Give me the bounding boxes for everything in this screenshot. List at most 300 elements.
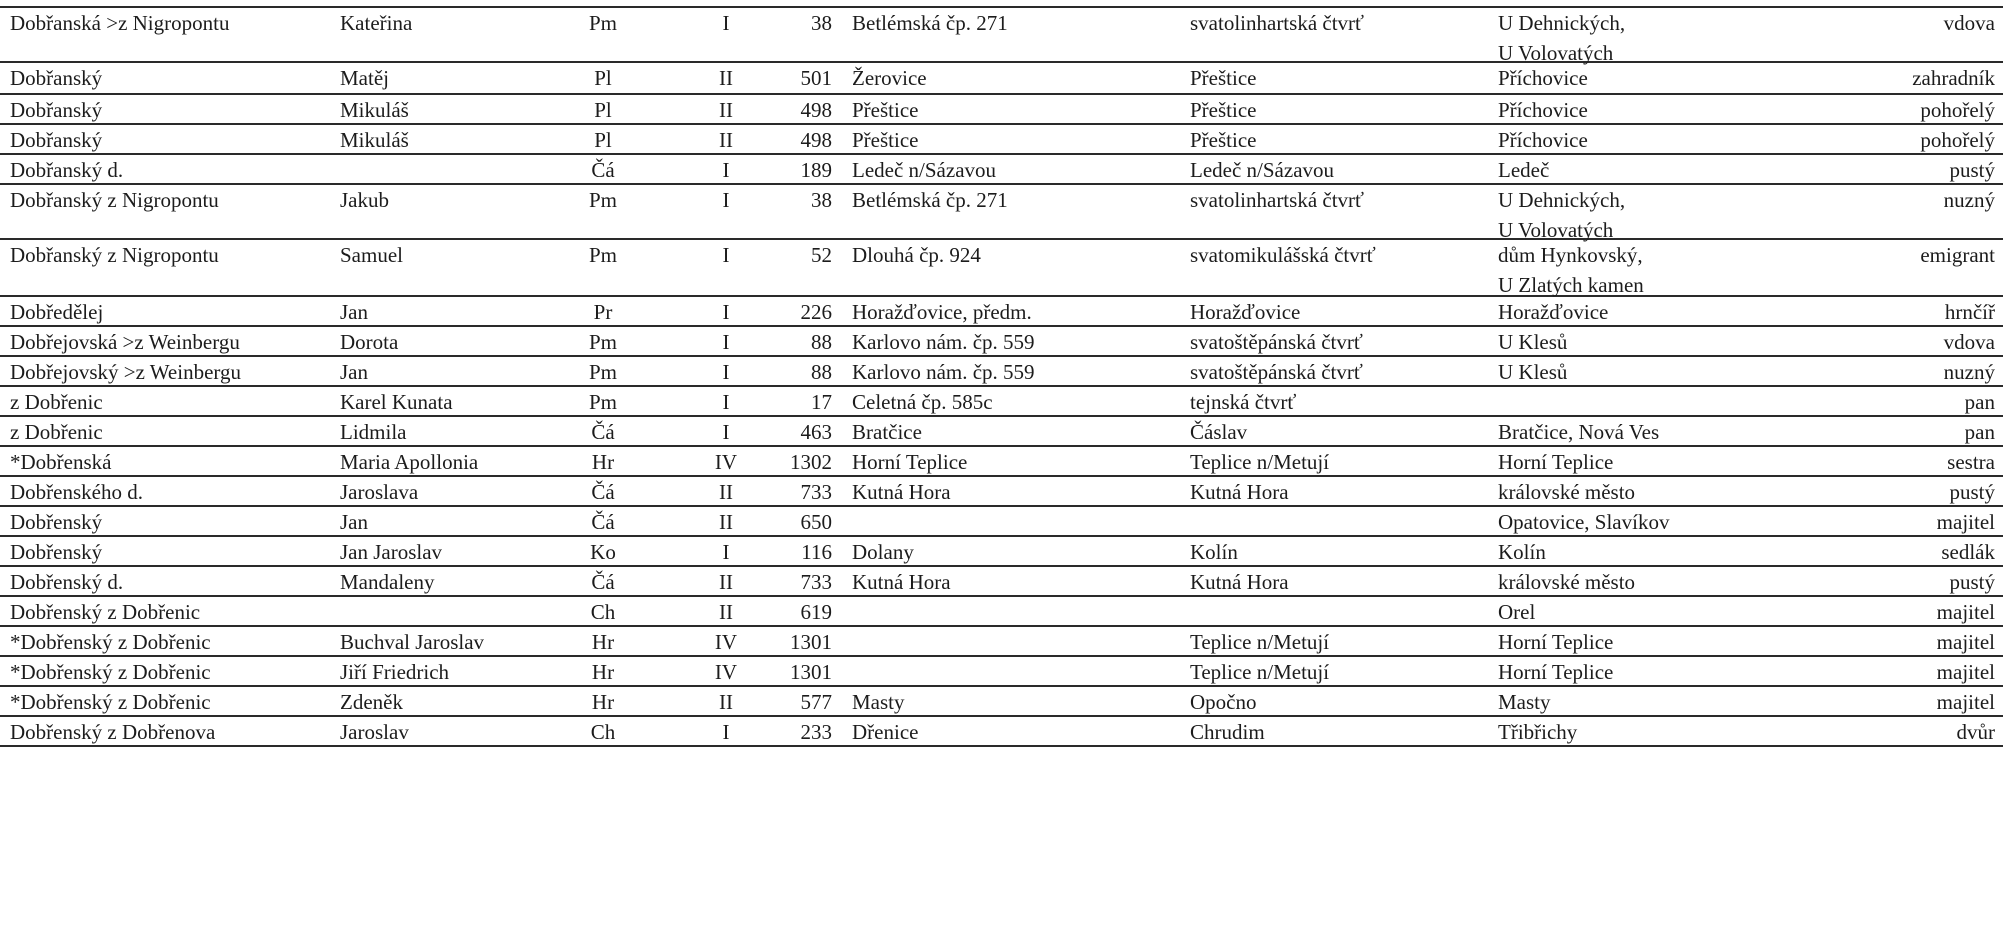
- note-cell: [1775, 537, 1995, 567]
- volume-cell-text: IV: [714, 660, 738, 684]
- record-number-cell-text: 619: [800, 600, 832, 624]
- record-number-cell: [770, 627, 832, 657]
- place-cell: [852, 185, 1008, 215]
- region-code-cell: [573, 387, 633, 417]
- volume-cell: [686, 357, 766, 387]
- parish-cell: [1190, 477, 1289, 507]
- estate-cell: [1498, 357, 1567, 387]
- record-number-cell: [770, 297, 832, 327]
- volume-cell: [686, 63, 766, 93]
- given-name-cell-text: Karel Kunata: [340, 390, 453, 414]
- given-name-cell: [340, 447, 478, 477]
- record-number-cell-text: 38: [811, 11, 832, 35]
- estate-cell: [1498, 537, 1546, 567]
- parish-cell-text: Kolín: [1190, 540, 1238, 564]
- place-cell: [852, 567, 951, 597]
- volume-cell-text: I: [722, 300, 730, 324]
- estate-cell: [1498, 507, 1669, 537]
- estate-cell: [1498, 63, 1588, 93]
- given-name-cell-text: Samuel: [340, 243, 403, 267]
- parish-cell-text: Chrudim: [1190, 720, 1265, 744]
- note-cell: [1775, 597, 1995, 627]
- volume-cell: [686, 155, 766, 185]
- surname-cell-text: Dobřanský z Nigropontu: [10, 243, 219, 267]
- volume-cell: [686, 327, 766, 357]
- note-cell: [1775, 477, 1995, 507]
- given-name-cell: [340, 507, 368, 537]
- estate-cell-text: Horní Teplice: [1498, 630, 1614, 654]
- surname-cell-text: *Dobřenský z Dobřenic: [10, 690, 211, 714]
- volume-cell-text: I: [722, 11, 730, 35]
- place-cell-text: Bratčice: [852, 420, 922, 444]
- parish-cell-text: Teplice n/Metují: [1190, 660, 1330, 684]
- surname-cell: [10, 477, 143, 507]
- note-cell-text: pustý: [1949, 570, 1995, 594]
- volume-cell-text: I: [722, 243, 730, 267]
- given-name-cell: [340, 8, 412, 38]
- surname-cell-text: Dobřanský: [10, 128, 103, 152]
- estate-cell-text: Horní Teplice: [1498, 660, 1614, 684]
- given-name-cell-text: Lidmila: [340, 420, 407, 444]
- given-name-cell-text: Jaroslava: [340, 480, 419, 504]
- region-code-cell: [573, 327, 633, 357]
- note-cell: [1775, 240, 1995, 270]
- estate-cell: [1498, 597, 1535, 627]
- place-cell: [852, 717, 918, 747]
- given-name-cell-text: Maria Apollonia: [340, 450, 479, 474]
- estate-cell-text: Příchovice: [1498, 98, 1588, 122]
- place-cell-text: Přeštice: [852, 128, 919, 152]
- region-code-cell-text: Hr: [591, 690, 615, 714]
- estate-cell-text: U Dehnických,: [1498, 11, 1626, 35]
- region-code-cell: [573, 95, 633, 125]
- parish-cell-text: svatolinhartská čtvrť: [1190, 188, 1365, 212]
- parish-cell: [1190, 717, 1265, 747]
- table-row: [0, 657, 2003, 687]
- volume-cell-text: I: [722, 720, 730, 744]
- note-cell: [1775, 567, 1995, 597]
- record-number-cell: [770, 597, 832, 627]
- given-name-cell: [340, 627, 484, 657]
- table-row: [0, 537, 2003, 567]
- volume-cell-text: I: [722, 158, 730, 182]
- record-number-cell: [770, 477, 832, 507]
- record-number-cell-text: 1301: [790, 630, 832, 654]
- volume-cell-text: II: [719, 128, 733, 152]
- region-code-cell: [573, 185, 633, 215]
- place-cell-text: Dolany: [852, 540, 914, 564]
- parish-cell-text: tejnská čtvrť: [1190, 390, 1297, 414]
- estate-cell-text: královské město: [1498, 570, 1636, 594]
- surname-cell-text: Dobřenský: [10, 510, 103, 534]
- region-code-cell-text: Ch: [590, 600, 616, 624]
- table-row: [0, 327, 2003, 357]
- surname-cell: [10, 717, 215, 747]
- region-code-cell-text: Pm: [588, 11, 617, 35]
- volume-cell: [686, 627, 766, 657]
- parish-cell: [1190, 387, 1296, 417]
- surname-cell: [10, 155, 123, 185]
- record-number-cell: [770, 387, 832, 417]
- note-cell: [1775, 125, 1995, 155]
- note-cell-text: majitel: [1936, 690, 1995, 714]
- table-row: [0, 417, 2003, 447]
- estate-cell: [1498, 657, 1613, 687]
- surname-cell-text: Dobřanská >z Nigropontu: [10, 11, 230, 35]
- given-name-cell: [340, 717, 409, 747]
- note-cell-text: sedlák: [1941, 540, 1995, 564]
- place-cell: [852, 477, 951, 507]
- parish-cell-text: svatolinhartská čtvrť: [1190, 11, 1365, 35]
- volume-cell: [686, 387, 766, 417]
- place-cell-text: Dřenice: [852, 720, 919, 744]
- volume-cell-text: I: [722, 188, 730, 212]
- region-code-cell-text: Pm: [588, 390, 617, 414]
- table-row: [0, 627, 2003, 657]
- surname-cell-text: Dobřenský d.: [10, 570, 124, 594]
- given-name-cell: [340, 537, 442, 567]
- estate-cell: [1498, 477, 1635, 507]
- table-row: [0, 297, 2003, 327]
- note-cell: [1775, 387, 1995, 417]
- note-cell: [1775, 185, 1995, 215]
- parish-cell-text: Opočno: [1190, 690, 1257, 714]
- record-number-cell: [770, 125, 832, 155]
- record-number-cell: [770, 95, 832, 125]
- record-number-cell: [770, 507, 832, 537]
- volume-cell: [686, 185, 766, 215]
- parish-cell: [1190, 8, 1364, 38]
- estate-cell-text: královské město: [1498, 480, 1636, 504]
- record-number-cell-text: 650: [800, 510, 832, 534]
- given-name-cell: [340, 185, 389, 215]
- given-name-cell: [340, 95, 409, 125]
- note-cell-text: majitel: [1936, 600, 1995, 624]
- place-cell: [852, 687, 905, 717]
- estate-cell: [1498, 8, 1625, 68]
- surname-cell-text: Dobřenský: [10, 540, 103, 564]
- region-code-cell-text: Čá: [591, 158, 615, 182]
- estate-cell-text: U Klesů: [1498, 330, 1568, 354]
- region-code-cell-text: Pm: [588, 188, 617, 212]
- surname-cell: [10, 657, 211, 687]
- parish-cell: [1190, 155, 1334, 185]
- parish-cell: [1190, 327, 1363, 357]
- place-cell-text: Přeštice: [852, 98, 919, 122]
- note-cell-text: dvůr: [1956, 720, 1995, 744]
- given-name-cell-text: Jan: [340, 360, 368, 384]
- volume-cell: [686, 567, 766, 597]
- note-cell-text: nuzný: [1943, 360, 1995, 384]
- volume-cell-text: II: [719, 66, 733, 90]
- record-number-cell-text: 88: [811, 330, 832, 354]
- record-number-cell-text: 1301: [790, 660, 832, 684]
- place-cell-text: Horažďovice, předm.: [852, 300, 1032, 324]
- note-cell-text: pustý: [1949, 158, 1995, 182]
- record-number-cell: [770, 155, 832, 185]
- volume-cell: [686, 717, 766, 747]
- estate-cell-text: Třibřichy: [1498, 720, 1578, 744]
- given-name-cell-text: Matěj: [340, 66, 389, 90]
- note-cell-text: pustý: [1949, 480, 1995, 504]
- region-code-cell: [573, 537, 633, 567]
- given-name-cell-text: Jan Jaroslav: [340, 540, 443, 564]
- place-cell: [852, 63, 927, 93]
- estate-cell-text: U Klesů: [1498, 360, 1568, 384]
- record-number-cell-text: 88: [811, 360, 832, 384]
- record-number-cell: [770, 357, 832, 387]
- record-number-cell: [770, 687, 832, 717]
- volume-cell: [686, 477, 766, 507]
- given-name-cell-text: Mikuláš: [340, 128, 409, 152]
- note-cell: [1775, 8, 1995, 38]
- record-number-cell-text: 226: [800, 300, 832, 324]
- estate-cell: [1498, 125, 1588, 155]
- region-code-cell-text: Pm: [588, 360, 617, 384]
- surname-cell-text: *Dobřenská: [10, 450, 112, 474]
- surname-cell-text: Dobřejovská >z Weinbergu: [10, 330, 240, 354]
- region-code-cell: [573, 597, 633, 627]
- place-cell: [852, 240, 981, 270]
- region-code-cell-text: Čá: [591, 510, 615, 534]
- note-cell-text: pohořelý: [1920, 98, 1995, 122]
- table-row: [0, 597, 2003, 627]
- record-number-cell: [770, 417, 832, 447]
- volume-cell: [686, 417, 766, 447]
- region-code-cell: [573, 567, 633, 597]
- parish-cell-text: svatoštěpánská čtvrť: [1190, 360, 1363, 384]
- note-cell-text: hrnčíř: [1944, 300, 1995, 324]
- estate-cell-text: Ledeč: [1498, 158, 1550, 182]
- table-row: [0, 357, 2003, 387]
- region-code-cell-text: Ch: [590, 720, 616, 744]
- record-number-cell: [770, 327, 832, 357]
- surname-cell: [10, 507, 102, 537]
- volume-cell-text: II: [719, 600, 733, 624]
- place-cell-text: Kutná Hora: [852, 480, 951, 504]
- given-name-cell: [340, 387, 453, 417]
- place-cell-text: Karlovo nám. čp. 559: [852, 330, 1035, 354]
- place-cell: [852, 327, 1035, 357]
- estate-cell: [1498, 447, 1613, 477]
- surname-cell-text: Dobřenský z Dobřenova: [10, 720, 216, 744]
- given-name-cell: [340, 567, 434, 597]
- place-cell-text: Dlouhá čp. 924: [852, 243, 981, 267]
- estate-cell-second-line: U Volovatých: [1498, 218, 1614, 242]
- region-code-cell-text: Pl: [594, 66, 612, 90]
- place-cell-text: Žerovice: [852, 66, 927, 90]
- surname-cell: [10, 8, 229, 38]
- surname-cell-text: z Dobřenic: [10, 420, 103, 444]
- record-number-cell-text: 1302: [790, 450, 832, 474]
- surname-cell-text: Dobřanský: [10, 66, 103, 90]
- parish-cell-text: Teplice n/Metují: [1190, 630, 1330, 654]
- parish-cell: [1190, 297, 1300, 327]
- record-number-cell: [770, 447, 832, 477]
- region-code-cell-text: Čá: [591, 570, 615, 594]
- parish-cell-text: Čáslav: [1190, 420, 1248, 444]
- estate-cell-text: Horní Teplice: [1498, 450, 1614, 474]
- note-cell: [1775, 447, 1995, 477]
- surname-cell: [10, 387, 103, 417]
- surname-cell-text: Dobřanský z Nigropontu: [10, 188, 219, 212]
- table-row: [0, 240, 2003, 297]
- note-cell-text: majitel: [1936, 630, 1995, 654]
- record-number-cell-text: 733: [800, 570, 832, 594]
- given-name-cell-text: Kateřina: [340, 11, 413, 35]
- record-number-cell: [770, 63, 832, 93]
- record-number-cell-text: 189: [800, 158, 832, 182]
- region-code-cell: [573, 125, 633, 155]
- estate-cell-text: Horažďovice: [1498, 300, 1609, 324]
- surname-cell-text: Dobřanský d.: [10, 158, 124, 182]
- place-cell: [852, 125, 918, 155]
- region-code-cell: [573, 687, 633, 717]
- record-number-cell: [770, 185, 832, 215]
- volume-cell-text: I: [722, 360, 730, 384]
- region-code-cell-text: Pr: [593, 300, 613, 324]
- estate-cell-text: Masty: [1498, 690, 1551, 714]
- volume-cell-text: I: [722, 330, 730, 354]
- estate-cell: [1498, 717, 1577, 747]
- place-cell-text: Masty: [852, 690, 905, 714]
- region-code-cell: [573, 155, 633, 185]
- region-code-cell: [573, 447, 633, 477]
- record-number-cell: [770, 240, 832, 270]
- place-cell-text: Ledeč n/Sázavou: [852, 158, 997, 182]
- estate-cell-text: Bratčice, Nová Ves: [1498, 420, 1660, 444]
- volume-cell: [686, 597, 766, 627]
- given-name-cell: [340, 125, 409, 155]
- given-name-cell-text: Zdeněk: [340, 690, 403, 714]
- given-name-cell: [340, 297, 368, 327]
- region-code-cell: [573, 8, 633, 38]
- surname-cell: [10, 125, 102, 155]
- region-code-cell-text: Čá: [591, 480, 615, 504]
- region-code-cell-text: Hr: [591, 660, 615, 684]
- estate-cell-text: Kolín: [1498, 540, 1546, 564]
- table-row: [0, 95, 2003, 125]
- surname-cell: [10, 597, 200, 627]
- note-cell: [1775, 507, 1995, 537]
- record-number-cell-text: 116: [801, 540, 832, 564]
- record-number-cell-text: 38: [811, 188, 832, 212]
- estate-cell: [1498, 95, 1588, 125]
- given-name-cell: [340, 477, 418, 507]
- record-number-cell-text: 233: [800, 720, 832, 744]
- note-cell-text: vdova: [1943, 330, 1995, 354]
- parish-cell-text: svatoštěpánská čtvrť: [1190, 330, 1363, 354]
- table-row: [0, 447, 2003, 477]
- volume-cell-text: IV: [714, 450, 738, 474]
- estate-cell: [1498, 327, 1567, 357]
- region-code-cell: [573, 477, 633, 507]
- volume-cell-text: II: [719, 690, 733, 714]
- volume-cell: [686, 507, 766, 537]
- parish-cell-text: Přeštice: [1190, 66, 1257, 90]
- region-code-cell-text: Pl: [594, 98, 612, 122]
- parish-cell: [1190, 537, 1238, 567]
- note-cell: [1775, 657, 1995, 687]
- parish-cell-text: Kutná Hora: [1190, 570, 1289, 594]
- place-cell-text: Betlémská čp. 271: [852, 11, 1008, 35]
- note-cell-text: pohořelý: [1920, 128, 1995, 152]
- region-code-cell: [573, 417, 633, 447]
- surname-cell-text: Dobřejovský >z Weinbergu: [10, 360, 241, 384]
- volume-cell: [686, 297, 766, 327]
- parish-cell: [1190, 63, 1256, 93]
- given-name-cell: [340, 417, 407, 447]
- parish-cell-text: Přeštice: [1190, 128, 1257, 152]
- note-cell-text: emigrant: [1920, 243, 1995, 267]
- parish-cell: [1190, 240, 1376, 270]
- volume-cell: [686, 687, 766, 717]
- surname-cell: [10, 627, 211, 657]
- estate-cell-text: Příchovice: [1498, 128, 1588, 152]
- place-cell: [852, 297, 1032, 327]
- note-cell-text: zahradník: [1912, 66, 1995, 90]
- given-name-cell-text: Jan: [340, 300, 368, 324]
- surname-cell-text: *Dobřenský z Dobřenic: [10, 630, 211, 654]
- region-code-cell: [573, 627, 633, 657]
- region-code-cell-text: Pl: [594, 128, 612, 152]
- note-cell: [1775, 155, 1995, 185]
- parish-cell: [1190, 185, 1364, 215]
- surname-cell-text: z Dobřenic: [10, 390, 103, 414]
- parish-cell: [1190, 95, 1256, 125]
- parish-cell-text: Ledeč n/Sázavou: [1190, 158, 1335, 182]
- given-name-cell: [340, 327, 398, 357]
- surname-cell-text: *Dobřenský z Dobřenic: [10, 660, 211, 684]
- table-row: [0, 387, 2003, 417]
- place-cell: [852, 8, 1008, 38]
- region-code-cell: [573, 717, 633, 747]
- parish-cell: [1190, 567, 1289, 597]
- volume-cell-text: IV: [714, 630, 738, 654]
- place-cell: [852, 95, 918, 125]
- place-cell: [852, 447, 967, 477]
- place-cell-text: Horní Teplice: [852, 450, 968, 474]
- volume-cell-text: II: [719, 480, 733, 504]
- estate-cell: [1498, 155, 1549, 185]
- record-number-cell-text: 498: [800, 128, 832, 152]
- region-code-cell-text: Hr: [591, 450, 615, 474]
- parish-cell: [1190, 447, 1329, 477]
- note-cell: [1775, 63, 1995, 93]
- given-name-cell: [340, 240, 403, 270]
- note-cell-text: majitel: [1936, 510, 1995, 534]
- place-cell: [852, 537, 914, 567]
- region-code-cell: [573, 357, 633, 387]
- volume-cell-text: I: [722, 420, 730, 444]
- table-row: [0, 125, 2003, 155]
- note-cell-text: vdova: [1943, 11, 1995, 35]
- volume-cell: [686, 8, 766, 38]
- table-row: [0, 717, 2003, 747]
- place-cell-text: Celetná čp. 585c: [852, 390, 993, 414]
- table-row: [0, 567, 2003, 597]
- parish-cell-text: Horažďovice: [1190, 300, 1301, 324]
- region-code-cell-text: Ko: [590, 540, 616, 564]
- place-cell: [852, 357, 1035, 387]
- record-number-cell-text: 501: [800, 66, 832, 90]
- region-code-cell: [573, 63, 633, 93]
- note-cell: [1775, 327, 1995, 357]
- table-row: [0, 507, 2003, 537]
- region-code-cell-text: Čá: [591, 420, 615, 444]
- volume-cell-text: I: [722, 540, 730, 564]
- estate-cell-text: Orel: [1498, 600, 1536, 624]
